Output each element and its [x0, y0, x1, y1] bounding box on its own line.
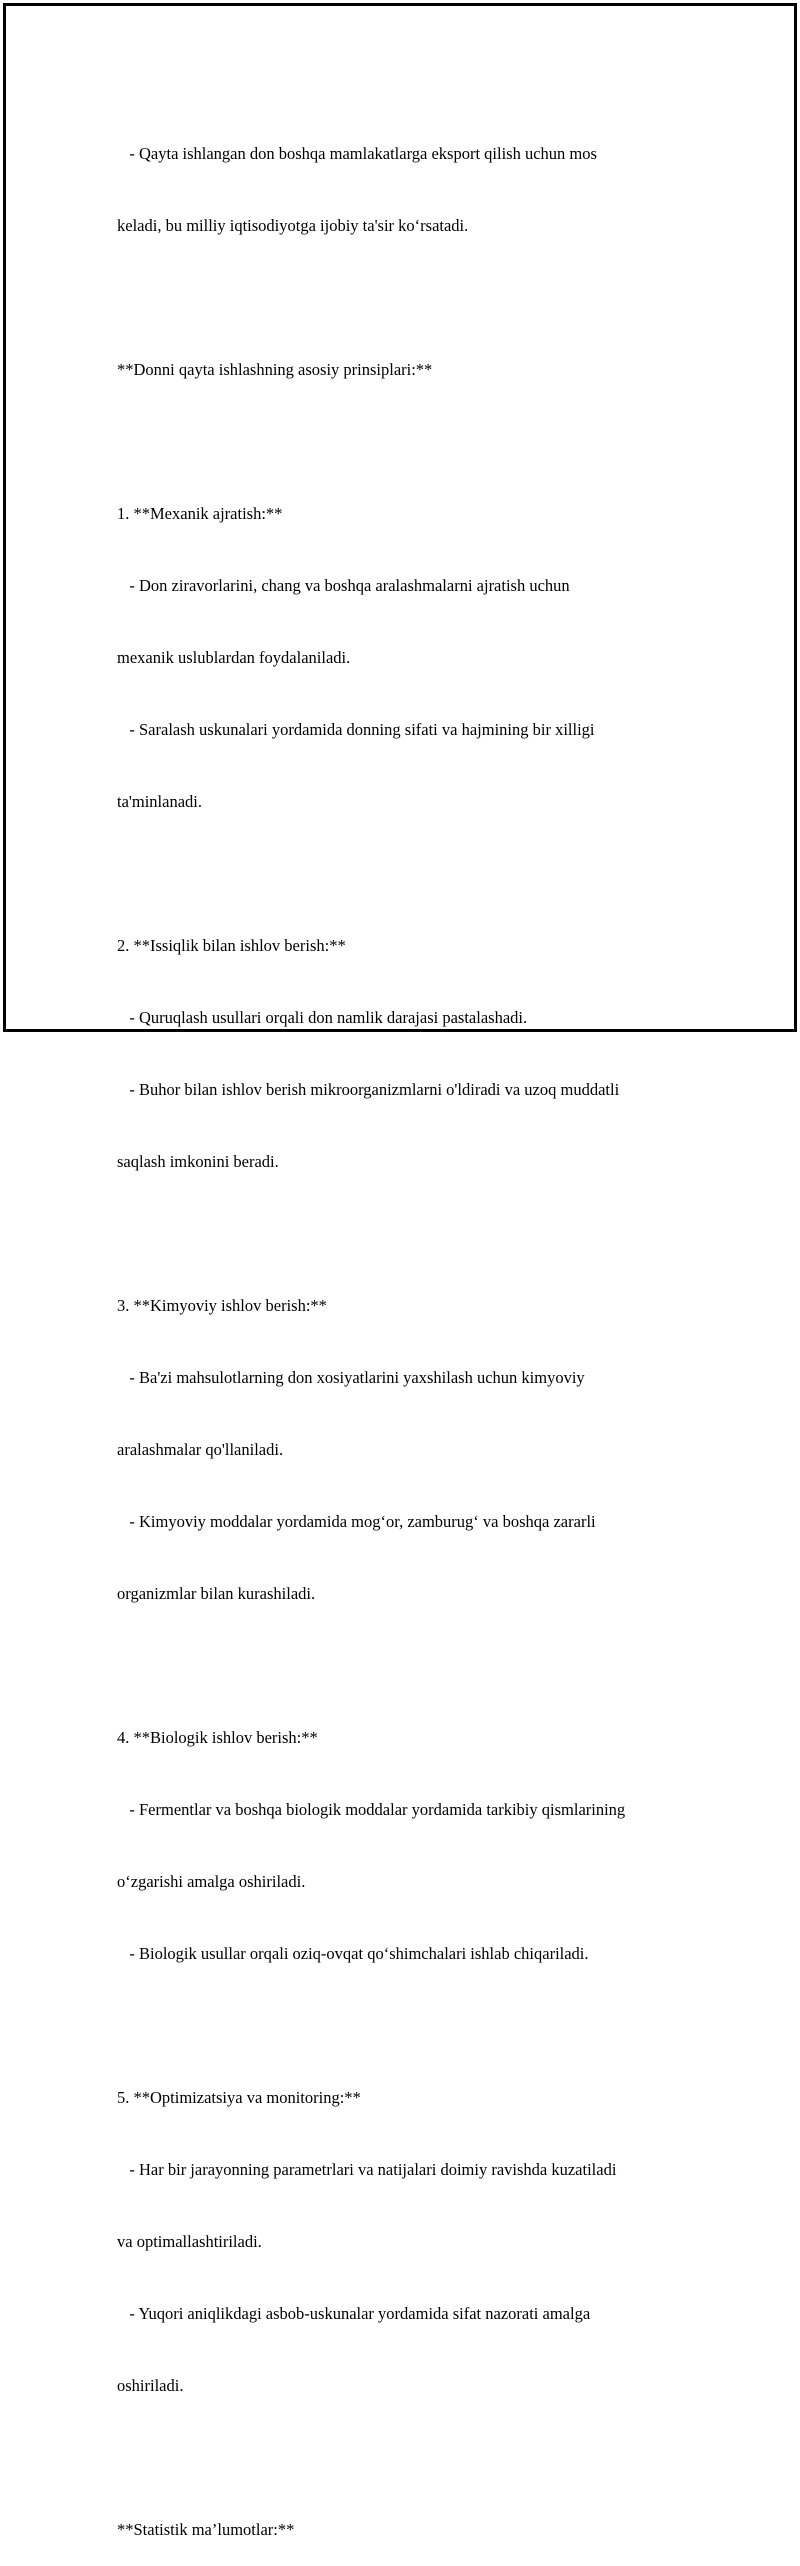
text-line: organizmlar bilan kurashiladi.: [117, 1584, 316, 1603]
text-line: - Fermentlar va boshqa biologik moddalar yordamida tarkibiy qismlarining: [117, 1800, 626, 1819]
text-line: - Qayta ishlangan don boshqa mamlakatlarga eksport qilish uchun mos: [117, 144, 597, 163]
text-line: [117, 2014, 717, 2038]
text-line: mexanik uslublardan foydalaniladi.: [117, 648, 351, 667]
text-line: - Quruqlash usullari orqali don namlik darajasi pastalashadi.: [117, 1008, 528, 1027]
text-line: [117, 2446, 717, 2470]
document-body: [117, 94, 717, 2566]
text-line: - Har bir jarayonning parametrlari va natijalari doimiy ravishda kuzatiladi: [117, 2160, 617, 2179]
text-line: [117, 286, 717, 310]
list-item-heading: 4. **Biologik ishlov berish:**: [117, 1728, 318, 1747]
text-line: aralashmalar qo'llaniladi.: [117, 1440, 284, 1459]
text-line: - Saralash uskunalari yordamida donning sifati va hajmining bir xilligi: [117, 720, 595, 739]
text-line: keladi, bu milliy iqtisodiyotga ijobiy ta'sir ko‘rsatadi.: [117, 216, 469, 235]
text-line: - Yuqori aniqlikdagi asbob-uskunalar yordamida sifat nazorati amalga: [117, 2304, 591, 2323]
section-heading: **Statistik ma’lumotlar:**: [117, 2520, 295, 2539]
text-line: - Buhor bilan ishlov berish mikroorganizmlarni o'ldiradi va uzoq muddatli: [117, 1080, 620, 1099]
list-item-heading: 5. **Optimizatsiya va monitoring:**: [117, 2088, 361, 2107]
text-line: [117, 1222, 717, 1246]
list-item-heading: 2. **Issiqlik bilan ishlov berish:**: [117, 936, 346, 955]
list-item-heading: 3. **Kimyoviy ishlov berish:**: [117, 1296, 327, 1315]
text-line: [117, 430, 717, 454]
text-line: - Biologik usullar orqali oziq-ovqat qo‘shimchalari ishlab chiqariladi.: [117, 1944, 589, 1963]
text-line: ta'minlanadi.: [117, 792, 202, 811]
text-line: o‘zgarishi amalga oshiriladi.: [117, 1872, 306, 1891]
text-line: va optimallashtiriladi.: [117, 2232, 262, 2251]
text-line: - Ba'zi mahsulotlarning don xosiyatlarini yaxshilash uchun kimyoviy: [117, 1368, 585, 1387]
text-line: oshiriladi.: [117, 2376, 184, 2395]
text-line: [117, 1654, 717, 1678]
list-item-heading: 1. **Mexanik ajratish:**: [117, 504, 283, 523]
text-line: [117, 862, 717, 886]
text-line: saqlash imkonini beradi.: [117, 1152, 279, 1171]
text-line: - Don ziravorlarini, chang va boshqa aralashmalarni ajratish uchun: [117, 576, 570, 595]
section-heading: **Donni qayta ishlashning asosiy prinsiplari:**: [117, 360, 433, 379]
text-line: - Kimyoviy moddalar yordamida mog‘or, zamburug‘ va boshqa zararli: [117, 1512, 596, 1531]
